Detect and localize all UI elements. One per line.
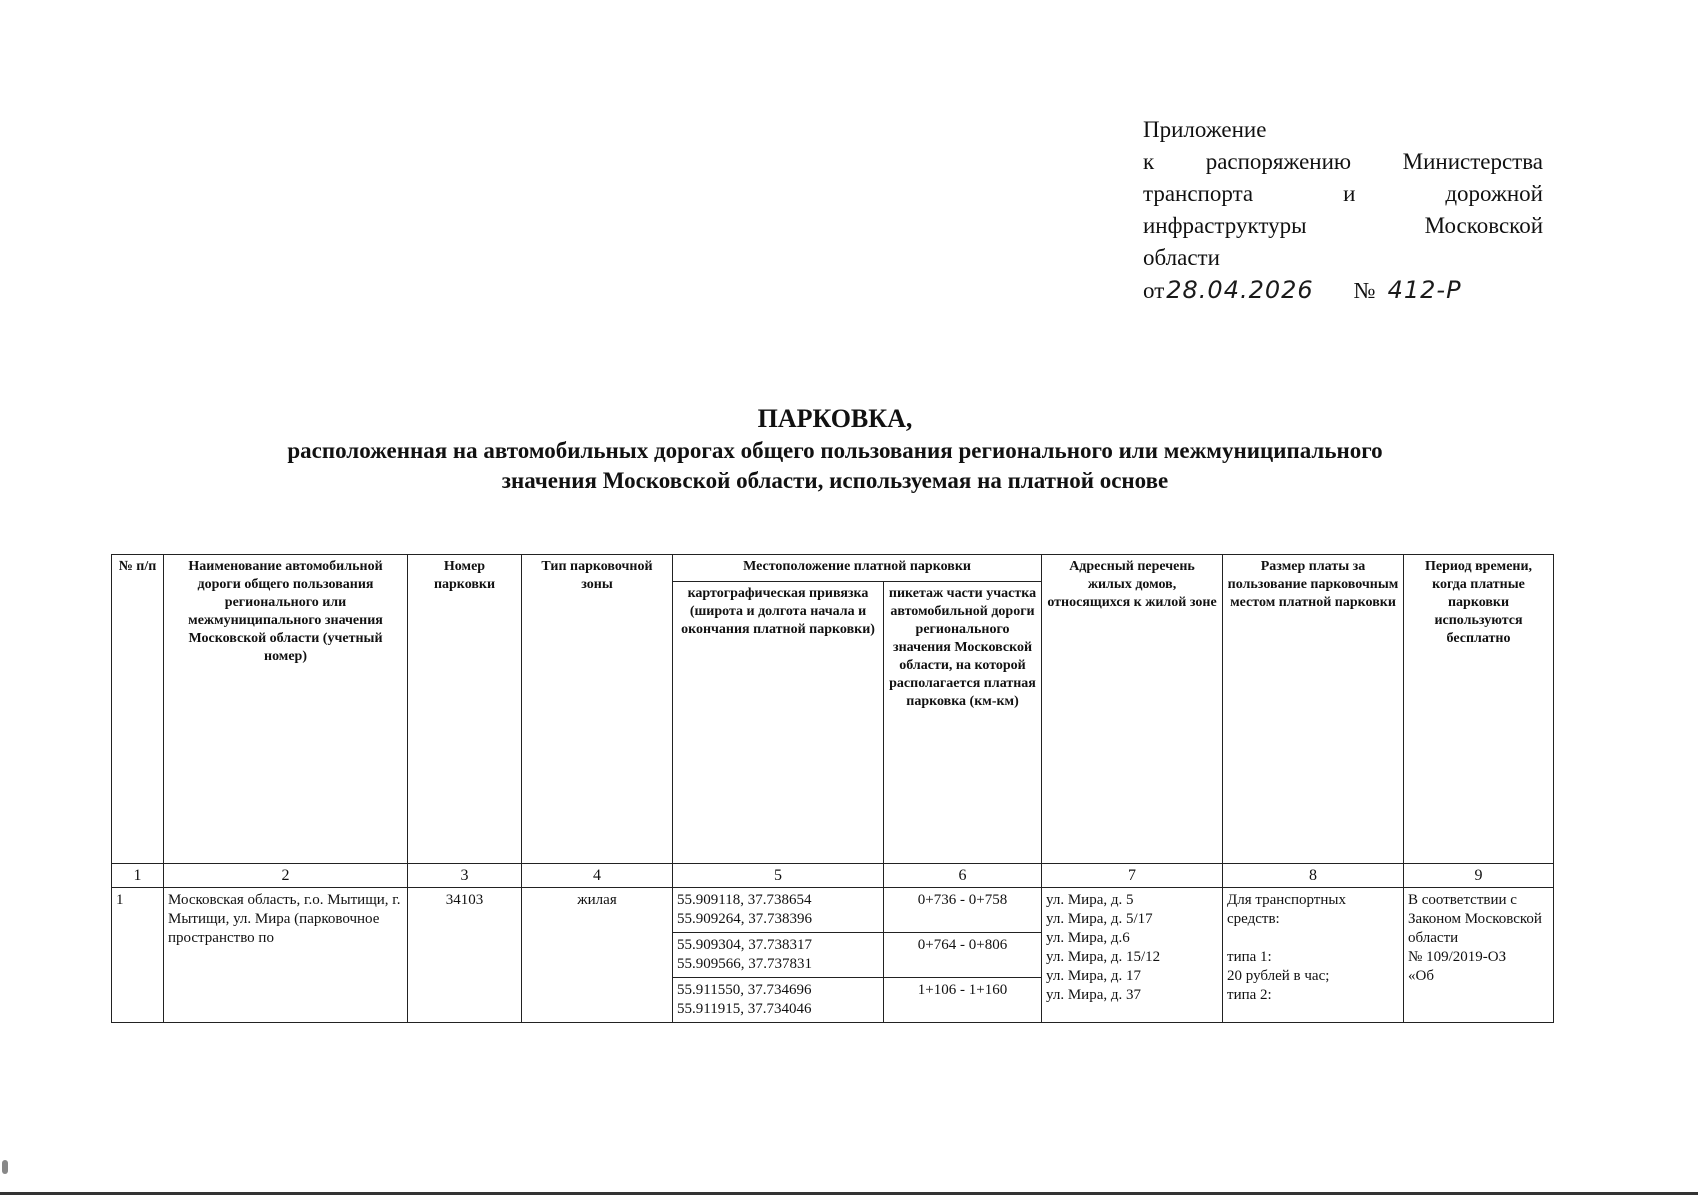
column-number: 6	[884, 864, 1042, 888]
header-parking-number: Номер парковки	[408, 555, 522, 864]
title-main: ПАРКОВКА,	[757, 404, 913, 433]
segment-coords: 55.909304, 37.738317 55.909566, 37.737831	[673, 933, 884, 978]
appendix-title: Приложение	[1143, 117, 1267, 142]
column-number-row	[112, 864, 1554, 888]
date-prefix: от	[1143, 278, 1165, 303]
appendix-date-row	[1143, 274, 1543, 307]
column-number: 1	[112, 864, 164, 888]
appendix-line: к распоряжению Министерства	[1143, 149, 1543, 174]
row-free-period: В соответствии с Законом Московской области № 109/2019-ОЗ «Об	[1404, 888, 1554, 1023]
header-road: Наименование автомобильной дороги общего пользования регионального или межмуниципального значения Московской области (учетный номер)	[164, 555, 408, 864]
row-parking-number: 34103	[408, 888, 522, 1023]
appendix-block	[1143, 114, 1543, 307]
header-cartographic: картографическая привязка (широта и долгота начала и окончания платной парковки)	[673, 582, 884, 864]
document-title	[110, 402, 1560, 496]
column-number: 9	[1404, 864, 1554, 888]
header-location: Местоположение платной парковки	[673, 555, 1042, 582]
segment-coords: 55.911550, 37.734696 55.911915, 37.734046	[673, 978, 884, 1023]
parking-table	[111, 554, 1554, 1023]
title-subtitle: расположенная на автомобильных дорогах общего пользования регионального или межмуниципального	[287, 438, 1383, 463]
segment-picket: 0+764 - 0+806	[884, 933, 1042, 978]
appendix-line: инфраструктуры Московской	[1143, 213, 1543, 238]
page-bottom-edge	[0, 1192, 1698, 1195]
column-number: 4	[522, 864, 673, 888]
row-zone-type: жилая	[522, 888, 673, 1023]
column-number: 3	[408, 864, 522, 888]
header-free-period: Период времени, когда платные парковки используются бесплатно	[1404, 555, 1554, 864]
header-zone-type: Тип парковочной зоны	[522, 555, 673, 864]
row-fee: Для транспортных средств: типа 1: 20 рублей в час; типа 2:	[1223, 888, 1404, 1023]
appendix-line: области	[1143, 245, 1220, 270]
column-number: 5	[673, 864, 884, 888]
handwritten-date: 28.04.2026	[1166, 276, 1314, 304]
title-subtitle: значения Московской области, используемая на платной основе	[501, 468, 1169, 493]
header-picket: пикетаж части участка автомобильной дороги регионального значения Московской области, на которой располагается платная парковка (км-км)	[884, 582, 1042, 864]
column-number: 2	[164, 864, 408, 888]
row-road: Московская область, г.о. Мытищи, г. Мытищи, ул. Мира (парковочное пространство по	[164, 888, 408, 1023]
scan-artifact	[2, 1160, 8, 1174]
segment-picket: 0+736 - 0+758	[884, 888, 1042, 933]
number-prefix: №	[1353, 278, 1376, 303]
segment-coords: 55.909118, 37.738654 55.909264, 37.738396	[673, 888, 884, 933]
header-fee: Размер платы за пользование парковочным местом платной парковки	[1223, 555, 1404, 864]
appendix-line: транспорта и дорожной	[1143, 181, 1543, 206]
segment-picket: 1+106 - 1+160	[884, 978, 1042, 1023]
column-number: 8	[1223, 864, 1404, 888]
header-addresses: Адресный перечень жилых домов, относящихся к жилой зоне	[1042, 555, 1223, 864]
handwritten-number: 412-Р	[1387, 276, 1462, 304]
row-num: 1	[112, 888, 164, 1023]
header-num: № п/п	[112, 555, 164, 864]
row-addresses: ул. Мира, д. 5 ул. Мира, д. 5/17 ул. Мира, д.6 ул. Мира, д. 15/12 ул. Мира, д. 17 ул. Мира, д. 37	[1042, 888, 1223, 1023]
table-row	[112, 888, 1554, 933]
column-number: 7	[1042, 864, 1223, 888]
